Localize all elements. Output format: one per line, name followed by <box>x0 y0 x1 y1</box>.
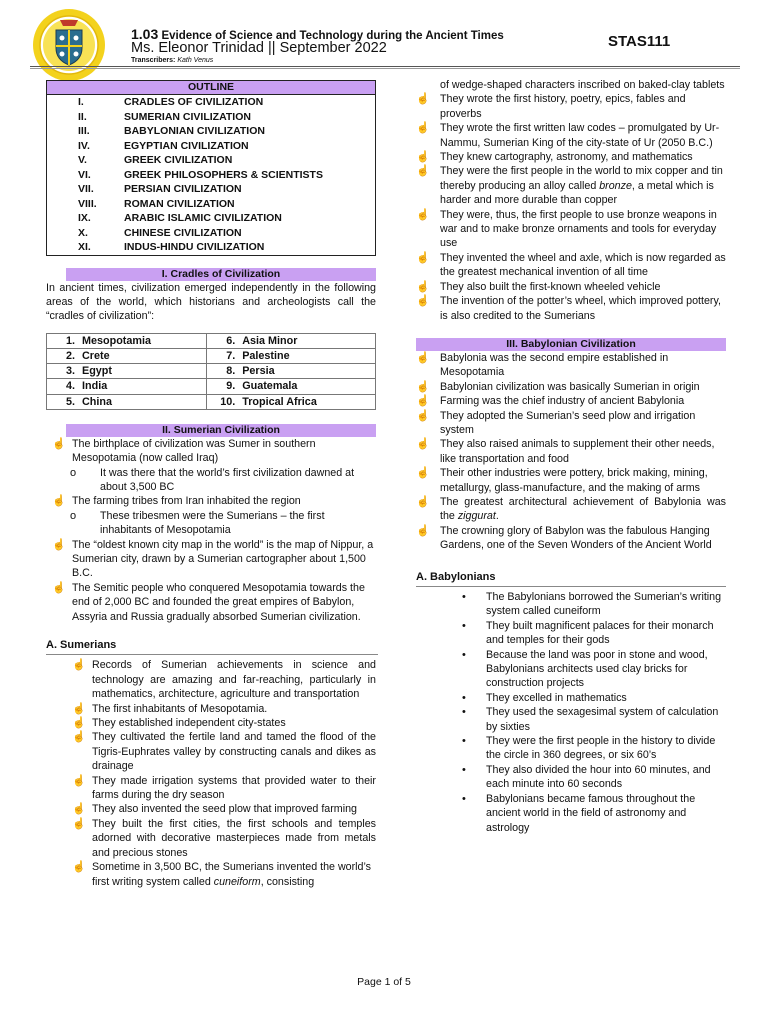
hand-pointer-icon: ☝ <box>72 702 86 715</box>
list-item: • Babylonians became famous throughout the ancient world in the field of astronomy and astrology <box>462 792 696 834</box>
outline-box <box>46 80 376 256</box>
bullet-dot-icon: • <box>462 619 466 632</box>
right-column <box>416 78 726 835</box>
hand-pointer-icon: ☝ <box>72 717 86 730</box>
hand-pointer-icon: ☝ <box>72 774 86 787</box>
list-item-continuation: of wedge-shaped characters inscribed on baked-clay tablets <box>440 79 725 91</box>
hand-pointer-icon: ☝ <box>52 581 66 594</box>
list-item: ☝ Records of Sumerian achievements in science and technology are amazing and far-reaching, particularly in mathematics, architecture, agriculture and transportation <box>72 659 376 701</box>
list-item: ☝ They were the first people in the world to mix copper and tin thereby producing an alloy called bronze, a metal which is harder and more durable than copper <box>416 165 723 207</box>
list-item: ☝ They wrote the first written law codes – promulgated by Ur-Nammu, Sumerian King of the city-state of Ur (2050 B.C.) <box>416 122 720 149</box>
outline-row: VI. GREEK PHILOSOPHERS & SCIENTISTS <box>78 168 323 181</box>
transcribers-line: Transcribers: Kath Venus <box>131 57 214 64</box>
list-item: • They excelled in mathematics <box>462 691 627 704</box>
list-item: ☝ Babylonian civilization was basically Sumerian in origin <box>416 380 700 393</box>
list-item: ☝ Farming was the chief industry of ancient Babylonia <box>416 395 685 408</box>
list-item: ☝ The birthplace of civilization was Sumer in southern Mesopotamia (now called Iraq) <box>52 437 316 465</box>
bullet-dot-icon: • <box>462 706 466 719</box>
hand-pointer-icon: ☝ <box>416 151 430 164</box>
list-item: o These tribesmen were the Sumerians – the first inhabitants of Mesopotamia <box>70 509 325 537</box>
outline-title: OUTLINE <box>47 81 375 95</box>
subheading-rule <box>416 586 726 587</box>
list-item: ☝ The “oldest known city map in the world” is the map of Nippur, a Sumerian city, drawn by a Sumerian cartographer about 1,500 B.C. <box>52 538 374 580</box>
outline-row: II. SUMERIAN CIVILIZATION <box>78 110 251 123</box>
list-item: ☝ They also raised animals to supplement their other needs, like transportation and food <box>416 438 715 465</box>
bullet-dot-icon: • <box>462 735 466 748</box>
outline-row: X. CHINESE CIVILIZATION <box>78 226 242 239</box>
hand-pointer-icon: ☝ <box>416 251 430 264</box>
hand-pointer-icon: ☝ <box>72 817 86 830</box>
table-row: 4. India 9. Guatemala <box>47 379 376 394</box>
outline-row: VIII. ROMAN CIVILIZATION <box>78 197 235 210</box>
hand-pointer-icon: ☝ <box>72 861 86 874</box>
list-item: • Because the land was poor in stone and wood, Babylonians architects used clay bricks for construction projects <box>462 648 708 690</box>
section-heading-sumerian: II. Sumerian Civilization <box>66 424 376 437</box>
hand-pointer-icon: ☝ <box>416 380 430 393</box>
hand-pointer-icon: ☝ <box>72 803 86 816</box>
hand-pointer-icon: ☝ <box>52 495 66 508</box>
subheading-sumerians: A. Sumerians <box>46 639 117 652</box>
list-item: ☝ They invented the wheel and axle, which is now regarded as the greatest mechanical invention of all time <box>416 251 726 279</box>
list-item: ☝ The Semitic people who conquered Mesopotamia towards the end of 2,000 BC and founded the great empires of Babylon, Assyria and Russia gradually absorbed Sumerian civilization. <box>52 581 365 623</box>
list-item: ☝ They built the first cities, the first schools and temples adorned with decorative masterpieces made from metals and precious stones <box>72 817 376 859</box>
list-item: ☝ They also built the first-known wheeled vehicle <box>416 280 661 293</box>
hand-pointer-icon: ☝ <box>416 295 430 308</box>
hand-pointer-icon: ☝ <box>416 280 430 293</box>
hand-pointer-icon: ☝ <box>416 208 430 221</box>
hand-pointer-icon: ☝ <box>416 165 430 178</box>
list-item: • They used the sexagesimal system of calculation by sixties <box>462 706 719 733</box>
list-item: • The Babylonians borrowed the Sumerian’s writing system called cuneiform <box>462 591 722 618</box>
table-row: 1. Mesopotamia 6. Asia Minor <box>47 333 376 348</box>
hand-pointer-icon: ☝ <box>416 495 430 508</box>
subheading-rule <box>46 654 378 655</box>
hand-pointer-icon: ☝ <box>72 659 86 672</box>
outline-row: VII. PERSIAN CIVILIZATION <box>78 183 242 195</box>
list-item: ☝ They established independent city-states <box>72 717 286 730</box>
outline-row: III. BABYLONIAN CIVILIZATION <box>78 125 265 137</box>
section-heading-babylonian: III. Babylonian Civilization <box>416 338 726 351</box>
list-item: • They built magnificent palaces for their monarch and temples for their gods <box>462 619 714 647</box>
list-item: ☝ They also invented the seed plow that improved farming <box>72 803 357 816</box>
bullet-dot-icon: • <box>462 792 466 805</box>
hand-pointer-icon: ☝ <box>416 524 430 537</box>
outline-row: I. CRADLES OF CIVILIZATION <box>78 96 264 108</box>
school-seal-logo <box>32 8 106 82</box>
outline-row: IX. ARABIC ISLAMIC CIVILIZATION <box>78 212 282 224</box>
document-title: 1.03 Evidence of Science and Technology during the Ancient Times <box>131 26 504 42</box>
subheading-babylonians: A. Babylonians <box>416 570 496 583</box>
list-item: • They were the first people in the history to divide the circle in 360 degrees, or six 60’s <box>462 735 716 762</box>
bullet-dot-icon: • <box>462 648 466 661</box>
hand-pointer-icon: ☝ <box>52 538 66 551</box>
table-row: 3. Egypt 8. Persia <box>47 364 376 379</box>
list-item: ☝ They knew cartography, astronomy, and mathematics <box>416 151 693 164</box>
cradles-intro-paragraph: In ancient times, civilization emerged independently in the following areas of the world, which historians and archeologists call the “cradles of civilization”: <box>46 281 376 323</box>
list-item: o It was there that the world’s first civilization dawned at about 3,500 BC <box>70 466 355 493</box>
list-item: ☝ The greatest architectural achievement of Babylonia was the ziggurat. <box>416 495 726 523</box>
hand-pointer-icon: ☝ <box>416 438 430 451</box>
hand-pointer-icon: ☝ <box>416 351 430 364</box>
outline-row: XI. INDUS-HINDU CIVILIZATION <box>78 241 265 253</box>
hand-pointer-icon: ☝ <box>416 93 430 106</box>
list-item: ☝ Babylonia was the second empire established in Mesopotamia <box>416 351 669 379</box>
list-item: ☝ Their other industries were pottery, brick making, mining, metallurgy, glass-manufacture, and the making of arms <box>416 467 708 494</box>
hand-pointer-icon: ☝ <box>416 395 430 408</box>
hand-pointer-icon: ☝ <box>416 122 430 135</box>
list-item: ☝ They cultivated the fertile land and tamed the flood of the Tigris-Euphrates valley by constructing canals and dikes as drainage <box>72 731 376 773</box>
table-row: 5. China 10. Tropical Africa <box>47 394 376 409</box>
list-item: ☝ They were, thus, the first people to use bronze weapons in war and to make bronze ornaments and tools for everyday use <box>416 208 717 250</box>
page-number: Page 1 of 5 <box>357 976 411 988</box>
bullet-dot-icon: • <box>462 763 466 776</box>
list-item: ☝ They adopted the Sumerian’s seed plow and irrigation system <box>416 409 696 436</box>
bullet-dot-icon: • <box>462 591 466 603</box>
bullet-dot-icon: • <box>462 691 466 704</box>
list-item: ☝ The crowning glory of Babylon was the fabulous Hanging Gardens, one of the Seven Wonders of the Ancient World <box>416 524 712 552</box>
table-row: 2. Crete 7. Palestine <box>47 348 376 363</box>
list-item: • They also divided the hour into 60 minutes, and each minute into 60 seconds <box>462 763 711 791</box>
cradles-table <box>46 333 376 410</box>
section-heading-cradles: I. Cradles of Civilization <box>66 268 376 281</box>
hand-pointer-icon: ☝ <box>72 731 86 744</box>
header-divider-secondary <box>30 68 740 69</box>
hand-pointer-icon: ☝ <box>52 437 66 450</box>
document-subtitle: Ms. Eleonor Trinidad || September 2022 <box>131 40 387 56</box>
outline-row: IV. EGYPTIAN CIVILIZATION <box>78 139 249 152</box>
circle-bullet-icon: o <box>70 509 77 522</box>
list-item: ☝ The invention of the potter’s wheel, which improved pottery, is also credited to the Sumerians <box>416 295 721 322</box>
list-item: ☝ The farming tribes from Iran inhabited the region <box>52 495 301 508</box>
list-item: ☝ The first inhabitants of Mesopotamia. <box>72 702 268 715</box>
list-item: ☝ Sometime in 3,500 BC, the Sumerians invented the world’s first writing system called cuneiform, consisting <box>72 861 372 888</box>
course-code: STAS111 <box>608 33 671 50</box>
hand-pointer-icon: ☝ <box>416 409 430 422</box>
outline-row: V. GREEK CIVILIZATION <box>78 154 233 166</box>
list-item: ☝ They made irrigation systems that provided water to their farms during the dry season <box>72 774 376 802</box>
list-item: ☝ They wrote the first history, poetry, epics, fables and proverbs <box>416 93 686 120</box>
circle-bullet-icon: o <box>70 466 77 479</box>
header-divider <box>30 66 740 67</box>
hand-pointer-icon: ☝ <box>416 467 430 480</box>
left-column <box>46 78 376 889</box>
